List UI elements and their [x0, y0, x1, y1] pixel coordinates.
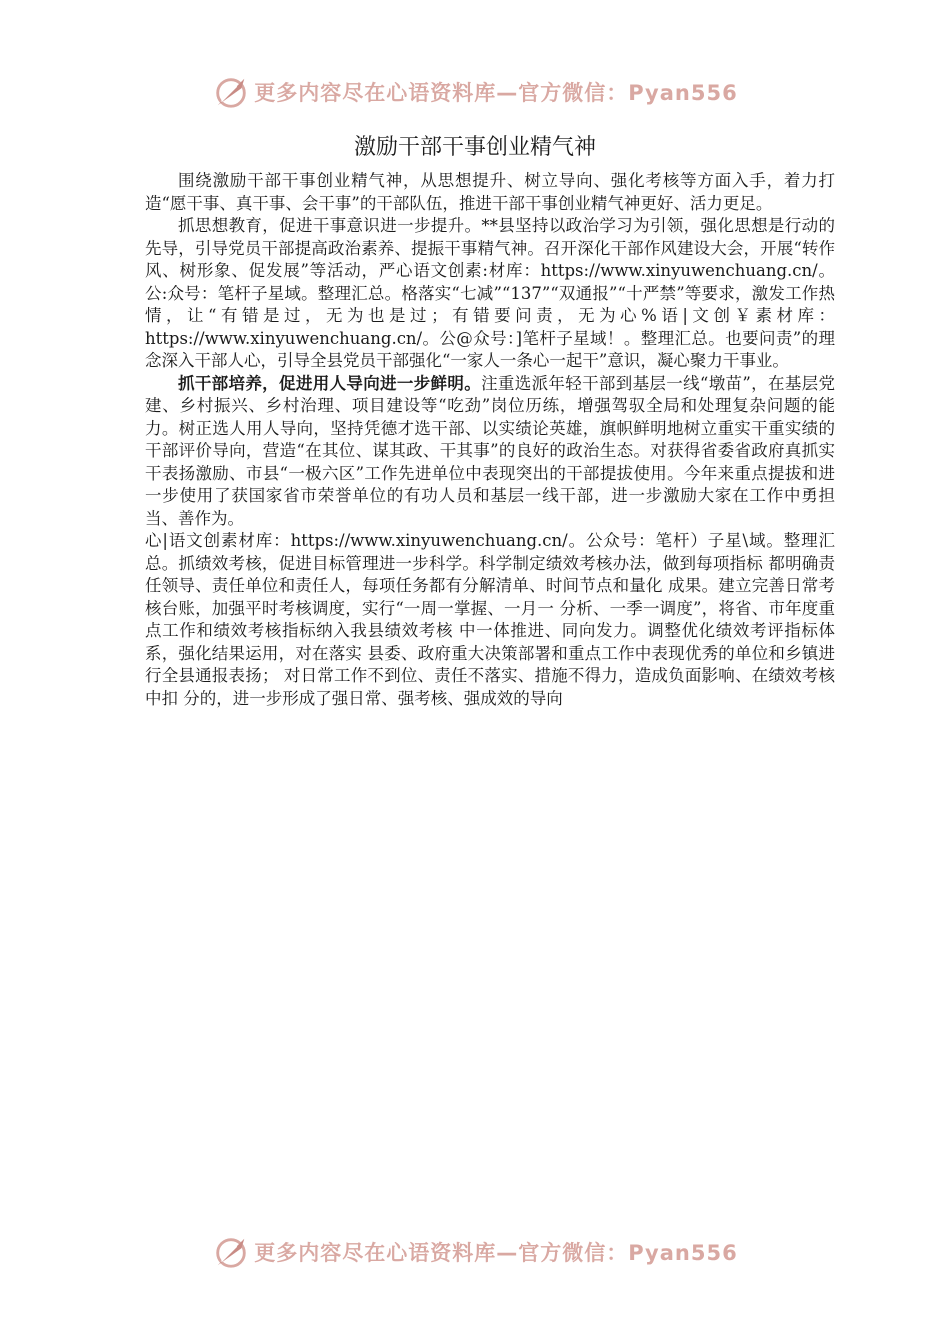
- paragraph-thought-education: 抓思想教育，促进干事意识进一步提升。**县坚持以政治学习为引领，强化思想是行动的先导，引导党员干部提高政治素养、提振干事精气神。召开深化干部作风建设大会，开展“转作风、树形象、促发展”等活动，严心语文创素:材库：https://www.xinyuwenchuang.cn/。公:众号：笔杆子星域。整理汇总。格落实“七减”“137”“双通报”“十严禁”等要求，激发工作热情，让“有错是过，无为也是过；有错要问责，无为心%语|文创￥素材库：https://www.xinyuwenchuang.cn/。公@众号：]笔杆子星域！。整理汇总。也要问责”的理念深入干部人心，引导全县党员干部强化“一家人一条心一起干”意识，凝心聚力干事业。: [145, 216, 835, 370]
- banner-text: 更多内容尽在心语资料库—官方微信：Pyan556: [254, 81, 738, 105]
- header-watermark-banner: [0, 70, 950, 114]
- document-body: [145, 170, 835, 710]
- paragraph-cadre-training-text: 注重选派年轻干部到基层一线“墩苗”，在基层党建、乡村振兴、乡村治理、项目建设等“吃劲”岗位历练，增强驾驭全局和处理复杂问题的能力。树正选人用人导向，坚持凭德才选干部、以实绩论英雄，旗帜鲜明地树立重实干重实绩的干部评价导向，营造“在其位、谋其政、干其事”的良好的政治生态。对获得省委省政府真抓实干表扬激励、市县“一极六区”工作先进单位中表现突出的干部提拔使用。今年来重点提拔和进一步使用了获国家省市荣誉单位的有功人员和基层一线干部，进一步激励大家在工作中勇担当、善作为。: [145, 373, 836, 528]
- quill-circle-logo-icon: [212, 73, 250, 111]
- document-title: 激励干部干事创业精气神: [353, 135, 596, 160]
- quill-circle-logo-icon: [212, 1233, 250, 1271]
- banner-text: 更多内容尽在心语资料库—官方微信：Pyan556: [254, 1241, 738, 1265]
- paragraph-performance-assessment: 心|语文创素材库：https://www.xinyuwenchuang.cn/。公众号：笔杆）子星\域。整理汇总。抓绩效考核，促进目标管理进一步科学。科学制定绩效考核办法，做到每项指标 都明确责任领导、责任单位和责任人，每项任务都有分解清单、时间节点和量化 成果。建立完善日常考核台账，加强平时考核调度，实行“一周一掌握、一月一 分析、一季一调度”，将省、市年度重点工作和绩效考核指标纳入我县绩效考核 中一体推进、同向发力。调整优化绩效考评指标体系，强化结果运用，对在落实 县委、政府重大决策部署和重点工作中表现优秀的单位和乡镇进行全县通报表扬； 对日常工作不到位、责任不落实、措施不得力，造成负面影响、在绩效考核中扣 分的，进一步形成了强日常、强考核、强成效的导向: [145, 531, 835, 708]
- section-heading-cadre-training: 抓干部培养，促进用人导向进一步鲜明。: [178, 373, 482, 393]
- paragraph-cadre-training: [145, 373, 835, 531]
- intro-paragraph: 围绕激励干部干事创业精气神，从思想提升、树立导向、强化考核等方面入手，着力打造“愿干事、真干事、会干事”的干部队伍，推进干部干事创业精气神更好、活力更足。: [145, 171, 835, 213]
- footer-watermark-banner: [0, 1230, 950, 1274]
